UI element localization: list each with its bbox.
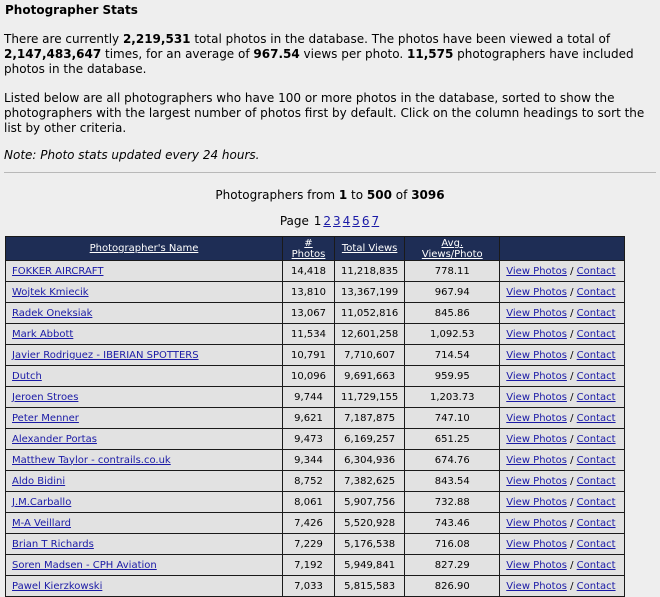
photographer-stats-table <box>5 236 625 597</box>
photo-count-cell: 13,810 <box>283 282 335 303</box>
range-text: to <box>347 188 367 202</box>
photo-count-cell: 10,096 <box>283 366 335 387</box>
link-separator: / <box>570 286 574 298</box>
table-row <box>6 366 625 387</box>
table-header-row <box>6 237 625 261</box>
actions-cell <box>500 534 625 555</box>
total-views-cell: 11,218,835 <box>335 261 405 282</box>
total-views-cell: 13,367,199 <box>335 282 405 303</box>
photographer-name-cell <box>6 429 283 450</box>
avg-views-cell: 743.46 <box>405 513 500 534</box>
photographer-name-cell <box>6 555 283 576</box>
avg-views-cell: 674.76 <box>405 450 500 471</box>
actions-cell <box>500 471 625 492</box>
photo-count-cell: 7,033 <box>283 576 335 597</box>
view-photos-link[interactable]: View Photos <box>506 433 567 445</box>
link-separator: / <box>570 265 574 277</box>
total-views-cell: 6,304,936 <box>335 450 405 471</box>
table-row <box>6 492 625 513</box>
photographer-name-link[interactable]: Pawel Kierzkowski <box>12 580 103 592</box>
listing-description: Listed below are all photographers who have 100 or more photos in the database, sorted to show the photographers with the largest number of photos first by default. Click on the column headings to sort the list by other criteria. <box>4 91 645 135</box>
avg-views-cell: 959.95 <box>405 366 500 387</box>
table-row <box>6 471 625 492</box>
actions-cell <box>500 324 625 345</box>
table-row <box>6 282 625 303</box>
view-photos-link[interactable]: View Photos <box>506 370 567 382</box>
photographer-name-cell <box>6 303 283 324</box>
pagination-page-link[interactable]: 2 <box>323 214 331 228</box>
intro-text: times, for an average of <box>101 47 254 61</box>
view-photos-link[interactable]: View Photos <box>506 559 567 571</box>
photo-count-cell: 11,534 <box>283 324 335 345</box>
total-views-cell: 9,691,663 <box>335 366 405 387</box>
total-views-cell: 6,169,257 <box>335 429 405 450</box>
sort-by-total-views-header[interactable]: Total Views <box>335 237 405 261</box>
actions-cell <box>500 408 625 429</box>
table-row <box>6 450 625 471</box>
avg-views-cell: 967.94 <box>405 282 500 303</box>
photographer-name-link[interactable]: Matthew Taylor - contrails.co.uk <box>12 454 171 466</box>
contact-link[interactable]: Contact <box>576 412 616 424</box>
sort-by-name-header[interactable]: Photographer's Name <box>6 237 283 261</box>
total-views-cell: 5,176,538 <box>335 534 405 555</box>
photo-count-cell: 10,791 <box>283 345 335 366</box>
actions-cell <box>500 492 625 513</box>
contact-link[interactable]: Contact <box>576 559 616 571</box>
range-text: of <box>391 188 412 202</box>
avg-views-cell: 1,092.53 <box>405 324 500 345</box>
photographer-name-link[interactable]: Jeroen Stroes <box>12 391 79 403</box>
divider <box>4 172 656 173</box>
photographer-name-cell <box>6 345 283 366</box>
photo-count-cell: 8,061 <box>283 492 335 513</box>
table-row <box>6 324 625 345</box>
avg-views-cell: 845.86 <box>405 303 500 324</box>
actions-cell <box>500 387 625 408</box>
photographer-name-cell <box>6 450 283 471</box>
photo-count-cell: 9,473 <box>283 429 335 450</box>
photographer-count-value: 11,575 <box>407 47 454 61</box>
link-separator: / <box>570 559 574 571</box>
photographer-name-link[interactable]: Peter Menner <box>12 412 79 424</box>
table-row <box>6 387 625 408</box>
total-views-cell: 5,520,928 <box>335 513 405 534</box>
contact-link[interactable]: Contact <box>576 433 616 445</box>
table-row <box>6 303 625 324</box>
table-row <box>6 513 625 534</box>
page-title: Photographer Stats <box>5 3 138 17</box>
total-photos-value: 2,219,531 <box>122 32 191 46</box>
total-views-cell: 5,815,583 <box>335 576 405 597</box>
actions-cell <box>500 576 625 597</box>
contact-link[interactable]: Contact <box>576 517 616 529</box>
photographer-name-link[interactable]: FOKKER AIRCRAFT <box>12 265 104 277</box>
avg-views-value: 967.54 <box>253 47 300 61</box>
total-views-cell: 5,907,756 <box>335 492 405 513</box>
contact-link[interactable]: Contact <box>576 286 616 298</box>
table-row <box>6 534 625 555</box>
pagination-page-link[interactable]: 7 <box>371 214 380 228</box>
photographer-name-cell <box>6 408 283 429</box>
avg-views-cell: 747.10 <box>405 408 500 429</box>
link-separator: / <box>570 454 574 466</box>
view-photos-link[interactable]: View Photos <box>506 412 567 424</box>
view-photos-link[interactable]: View Photos <box>506 349 567 361</box>
avg-views-cell: 716.08 <box>405 534 500 555</box>
photographer-name-cell <box>6 471 283 492</box>
view-photos-link[interactable]: View Photos <box>506 328 567 340</box>
actions-cell <box>500 429 625 450</box>
photo-count-cell: 7,229 <box>283 534 335 555</box>
total-views-cell: 5,949,841 <box>335 555 405 576</box>
range-from: 1 <box>338 188 348 202</box>
table-row <box>6 345 625 366</box>
table-row <box>6 408 625 429</box>
view-photos-link[interactable]: View Photos <box>506 475 567 487</box>
contact-link[interactable]: Contact <box>576 538 616 550</box>
actions-cell <box>500 303 625 324</box>
photo-count-cell: 13,067 <box>283 303 335 324</box>
actions-header <box>500 237 625 261</box>
contact-link[interactable]: Contact <box>576 475 616 487</box>
avg-views-cell: 843.54 <box>405 471 500 492</box>
photographer-name-link[interactable]: Wojtek Kmiecik <box>12 286 89 298</box>
photo-count-cell: 9,744 <box>283 387 335 408</box>
pagination-label: Page <box>279 214 309 228</box>
sort-by-photos-header[interactable]: # Photos <box>283 237 335 261</box>
table-row <box>6 261 625 282</box>
table-row <box>6 576 625 597</box>
contact-link[interactable]: Contact <box>576 307 616 319</box>
actions-cell <box>500 513 625 534</box>
actions-cell <box>500 345 625 366</box>
actions-cell <box>500 555 625 576</box>
stats-note: Note: Photo stats updated every 24 hours. <box>4 148 260 162</box>
actions-cell <box>500 366 625 387</box>
view-photos-link[interactable]: View Photos <box>506 454 567 466</box>
table-body <box>6 261 625 597</box>
contact-link[interactable]: Contact <box>576 349 616 361</box>
photographer-name-cell <box>6 261 283 282</box>
intro-text: views per photo. <box>299 47 407 61</box>
view-photos-link[interactable]: View Photos <box>506 517 567 529</box>
pagination-page-link[interactable]: 4 <box>342 214 351 228</box>
photographer-name-link[interactable]: Mark Abbott <box>12 328 74 340</box>
view-photos-link[interactable]: View Photos <box>506 307 567 319</box>
total-views-cell: 12,601,258 <box>335 324 405 345</box>
photographer-name-cell <box>6 366 283 387</box>
total-views-value: 2,147,483,647 <box>4 47 102 61</box>
link-separator: / <box>570 538 574 550</box>
photographer-name-cell <box>6 513 283 534</box>
photographer-name-link[interactable]: Javier Rodriguez - IBERIAN SPOTTERS <box>12 349 199 361</box>
link-separator: / <box>570 433 574 445</box>
view-photos-link[interactable]: View Photos <box>506 538 567 550</box>
photographer-name-link[interactable]: Dutch <box>12 370 42 382</box>
link-separator: / <box>570 475 574 487</box>
link-separator: / <box>570 412 574 424</box>
view-photos-link[interactable]: View Photos <box>506 496 567 508</box>
photographer-name-link[interactable]: J.M.Carballo <box>12 496 72 508</box>
intro-paragraph <box>4 32 654 77</box>
avg-views-cell: 1,203.73 <box>405 387 500 408</box>
view-photos-link[interactable]: View Photos <box>506 580 567 592</box>
photographer-name-cell <box>6 576 283 597</box>
photographer-name-cell <box>6 282 283 303</box>
contact-link[interactable]: Contact <box>576 391 616 403</box>
contact-link[interactable]: Contact <box>576 328 616 340</box>
table-row <box>6 429 625 450</box>
range-to: 500 <box>366 188 392 202</box>
link-separator: / <box>570 307 574 319</box>
link-separator: / <box>570 580 574 592</box>
photographer-name-link[interactable]: Aldo Bidini <box>12 475 66 487</box>
avg-views-cell: 827.29 <box>405 555 500 576</box>
link-separator: / <box>570 496 574 508</box>
photographer-name-cell <box>6 534 283 555</box>
avg-views-cell: 651.25 <box>405 429 500 450</box>
avg-views-cell: 714.54 <box>405 345 500 366</box>
link-separator: / <box>570 328 574 340</box>
pagination-page-link[interactable]: 6 <box>361 214 370 228</box>
contact-link[interactable]: Contact <box>576 454 616 466</box>
avg-views-cell: 732.88 <box>405 492 500 513</box>
view-photos-link[interactable]: View Photos <box>506 286 567 298</box>
range-total: 3096 <box>411 188 445 202</box>
table-row <box>6 555 625 576</box>
link-separator: / <box>570 391 574 403</box>
photographer-name-link[interactable]: Soren Madsen - CPH Aviation <box>12 559 157 571</box>
contact-link[interactable]: Contact <box>576 265 616 277</box>
photographer-name-cell <box>6 324 283 345</box>
photo-count-cell: 9,621 <box>283 408 335 429</box>
actions-cell <box>500 450 625 471</box>
link-separator: / <box>570 370 574 382</box>
total-views-cell: 11,729,155 <box>335 387 405 408</box>
photographer-range <box>0 188 660 203</box>
contact-link[interactable]: Contact <box>576 496 616 508</box>
pagination <box>0 214 660 229</box>
photo-count-cell: 9,344 <box>283 450 335 471</box>
total-views-cell: 7,187,875 <box>335 408 405 429</box>
link-separator: / <box>570 349 574 361</box>
photographer-name-link[interactable]: Brian T Richards <box>12 538 94 550</box>
total-views-cell: 7,382,625 <box>335 471 405 492</box>
total-views-cell: 11,052,816 <box>335 303 405 324</box>
contact-link[interactable]: Contact <box>576 370 616 382</box>
avg-views-cell: 826.90 <box>405 576 500 597</box>
photographer-name-link[interactable]: M-A Veillard <box>12 517 71 529</box>
view-photos-link[interactable]: View Photos <box>506 265 567 277</box>
link-separator: / <box>570 517 574 529</box>
photo-count-cell: 7,426 <box>283 513 335 534</box>
avg-views-cell: 778.11 <box>405 261 500 282</box>
contact-link[interactable]: Contact <box>576 580 616 592</box>
intro-text: There are currently <box>4 32 123 46</box>
view-photos-link[interactable]: View Photos <box>506 391 567 403</box>
intro-text: total photos in the database. The photos have been viewed a total of <box>190 32 611 46</box>
photographer-name-link[interactable]: Radek Oneksiak <box>12 307 93 319</box>
sort-by-avg-views-header[interactable]: Avg. Views/Photo <box>405 237 500 261</box>
photo-count-cell: 8,752 <box>283 471 335 492</box>
photo-count-cell: 7,192 <box>283 555 335 576</box>
actions-cell <box>500 282 625 303</box>
intro-text: photographers have included photos in the database. <box>4 47 634 76</box>
pagination-current-page: 1 <box>313 214 322 228</box>
photographer-name-cell <box>6 492 283 513</box>
photographer-name-link[interactable]: Alexander Portas <box>12 433 97 445</box>
total-views-cell: 7,710,607 <box>335 345 405 366</box>
actions-cell <box>500 261 625 282</box>
photographer-name-cell <box>6 387 283 408</box>
pagination-page-link[interactable]: 5 <box>352 214 360 228</box>
range-text: Photographers from <box>215 188 339 202</box>
photo-count-cell: 14,418 <box>283 261 335 282</box>
pagination-page-link[interactable]: 3 <box>332 214 341 228</box>
